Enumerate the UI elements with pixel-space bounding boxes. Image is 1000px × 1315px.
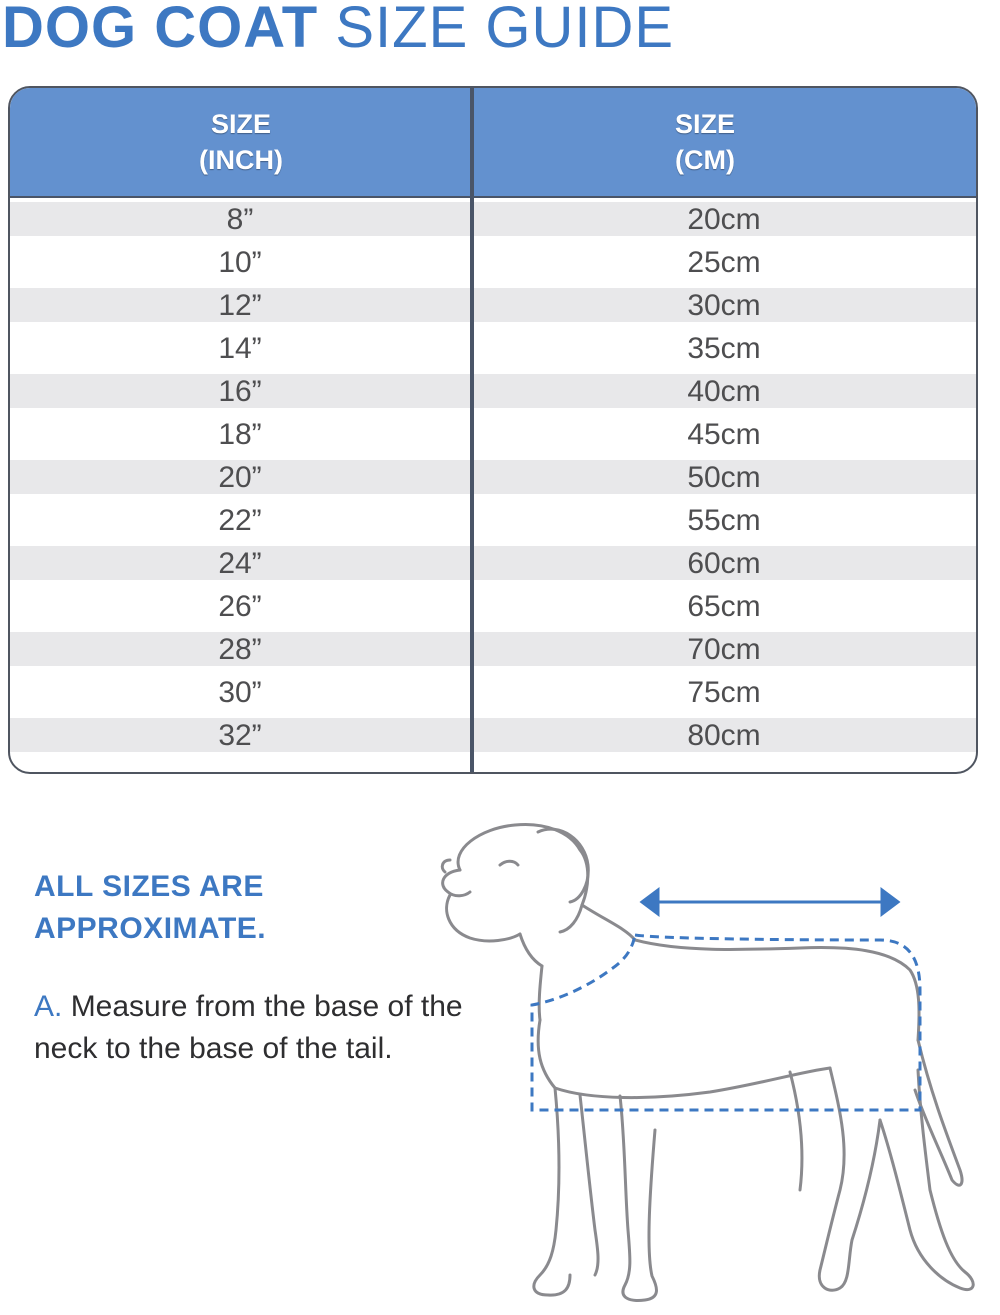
- measure-instruction: [34, 986, 484, 1070]
- cell-size-cm: 25cm: [687, 246, 761, 279]
- cell-size-inch: 16”: [218, 375, 262, 408]
- cell-size-inch: 14”: [218, 332, 262, 365]
- size-table: [8, 86, 978, 774]
- page-title: [2, 0, 674, 60]
- header-cm-line2: (CM): [675, 145, 735, 175]
- table-row: [10, 585, 976, 628]
- cell-size-inch: 24”: [218, 547, 262, 580]
- cell-size-cm: 40cm: [687, 375, 761, 408]
- table-row: [10, 370, 976, 413]
- approximate-notice: [34, 866, 266, 950]
- header-size-inch: [10, 106, 472, 178]
- table-row: [10, 714, 976, 757]
- notice-line2: APPROXIMATE.: [34, 912, 267, 945]
- cell-size-inch: 28”: [218, 633, 262, 666]
- header-size-cm: [474, 106, 936, 178]
- header-inch-line1: SIZE: [210, 109, 271, 139]
- table-row: [10, 499, 976, 542]
- cell-size-inch: 20”: [218, 461, 262, 494]
- table-row: [10, 413, 976, 456]
- title-light: SIZE GUIDE: [335, 0, 675, 60]
- cell-size-cm: 30cm: [687, 289, 761, 322]
- cell-size-inch: 8”: [226, 203, 254, 236]
- table-body: [10, 198, 976, 757]
- cell-size-cm: 70cm: [687, 633, 761, 666]
- coat-outline-icon: [532, 935, 920, 1110]
- table-row: [10, 198, 976, 241]
- cell-size-inch: 18”: [218, 418, 262, 451]
- cell-size-inch: 30”: [218, 676, 262, 709]
- table-row: [10, 671, 976, 714]
- dog-outline-icon: [442, 824, 973, 1300]
- table-row: [10, 628, 976, 671]
- cell-size-cm: 75cm: [687, 676, 761, 709]
- table-row: [10, 327, 976, 370]
- measure-arrow-icon: [642, 890, 898, 914]
- cell-size-inch: 12”: [218, 289, 262, 322]
- header-cm-line1: SIZE: [674, 109, 735, 139]
- table-row: [10, 456, 976, 499]
- notice-line1: ALL SIZES ARE: [34, 870, 264, 903]
- cell-size-cm: 20cm: [687, 203, 761, 236]
- cell-size-cm: 55cm: [687, 504, 761, 537]
- cell-size-cm: 60cm: [687, 547, 761, 580]
- cell-size-cm: 50cm: [687, 461, 761, 494]
- instruction-text: Measure from the base of the neck to the base of the tail.: [34, 990, 463, 1065]
- header-inch-line2: (INCH): [199, 145, 283, 175]
- cell-size-inch: 10”: [218, 246, 262, 279]
- table-row: [10, 241, 976, 284]
- cell-size-cm: 45cm: [687, 418, 761, 451]
- cell-size-inch: 26”: [218, 590, 262, 623]
- cell-size-cm: 35cm: [687, 332, 761, 365]
- dog-illustration: [420, 810, 995, 1310]
- table-row: [10, 284, 976, 327]
- title-bold: DOG COAT: [2, 0, 319, 60]
- table-header: [10, 88, 976, 198]
- cell-size-inch: 22”: [218, 504, 262, 537]
- column-divider: [470, 88, 474, 772]
- table-row: [10, 542, 976, 585]
- cell-size-cm: 65cm: [687, 590, 761, 623]
- cell-size-inch: 32”: [218, 719, 262, 752]
- cell-size-cm: 80cm: [687, 719, 761, 752]
- instruction-letter: A.: [34, 990, 63, 1023]
